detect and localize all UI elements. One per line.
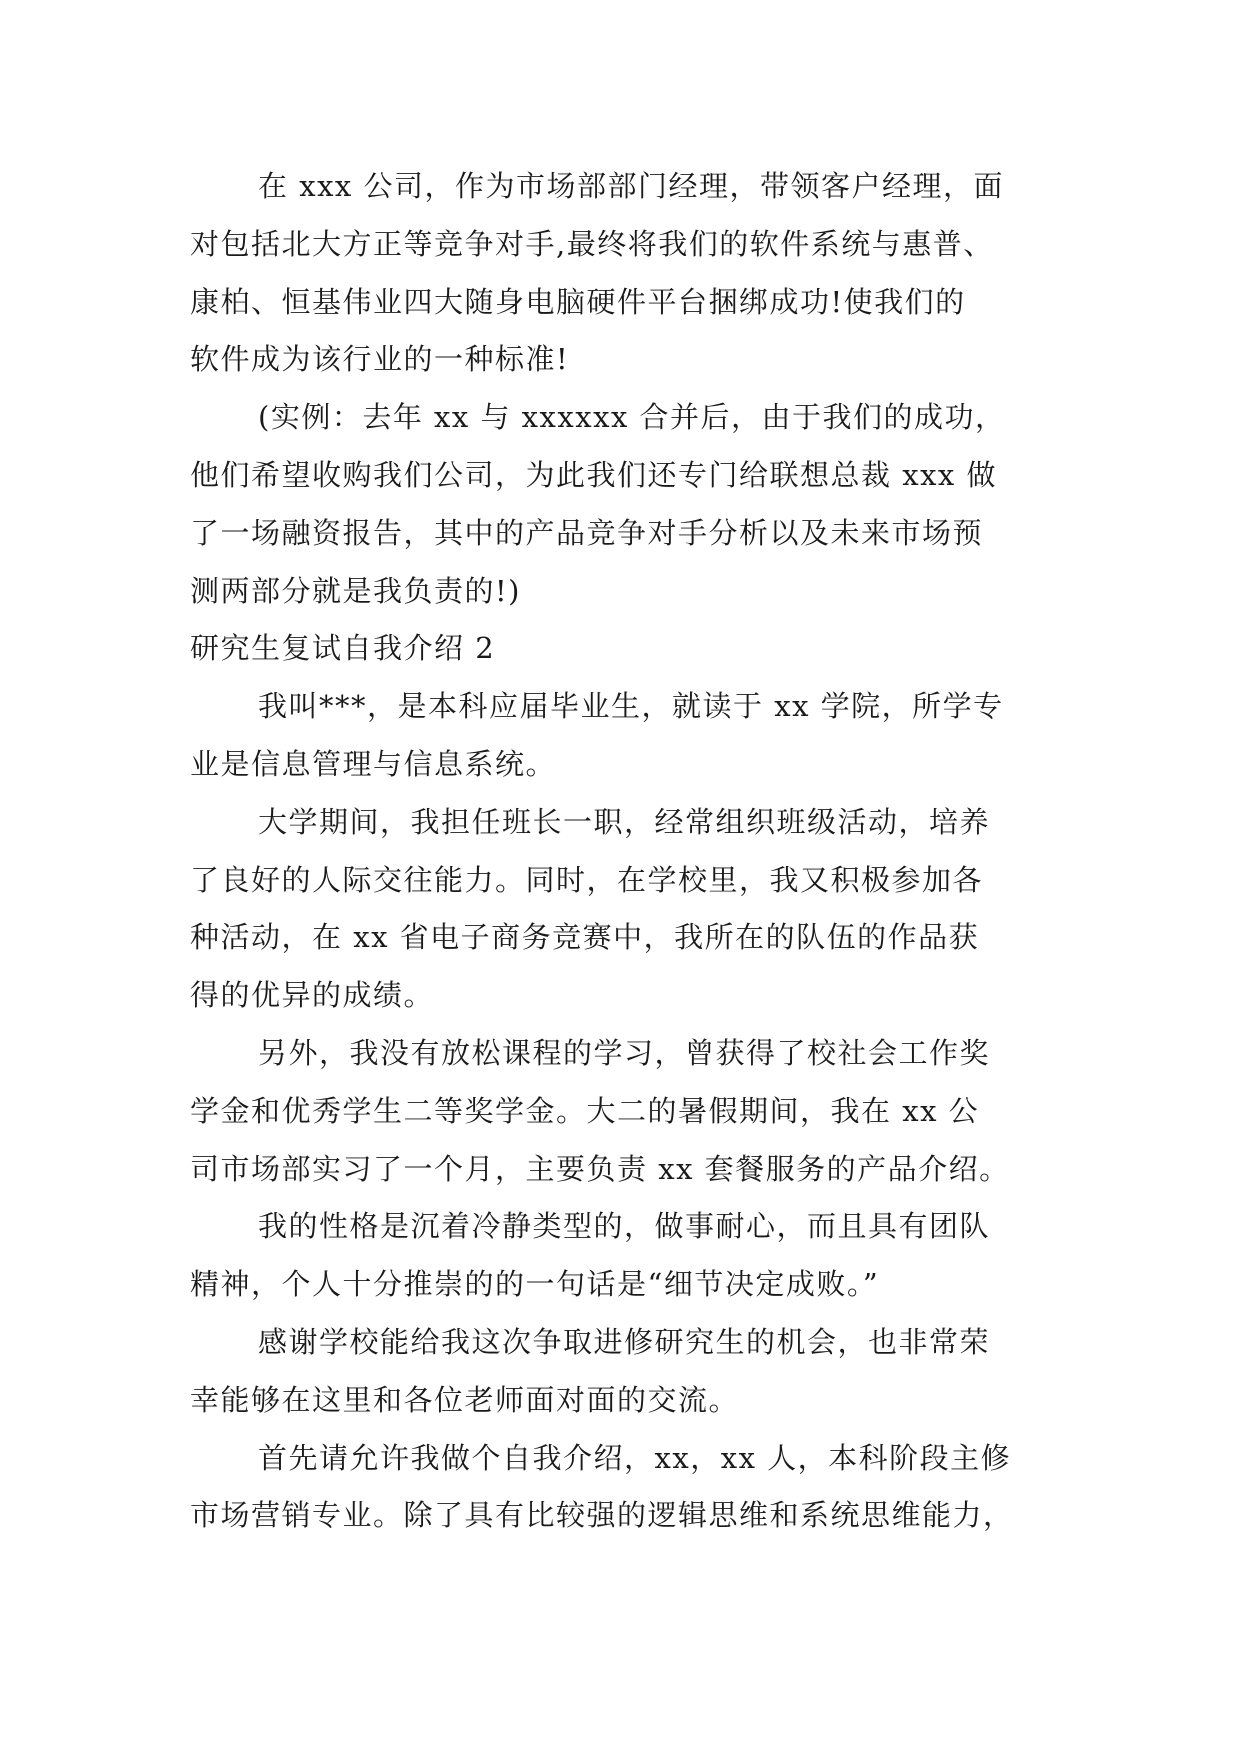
text-line: 康柏、恒基伟业四大随身电脑硬件平台捆绑成功!使我们的 [190,284,966,319]
text-line: 市场营销专业。除了具有比较强的逻辑思维和系统思维能力， [190,1498,1014,1533]
text-line: 在 xxx 公司，作为市场部部门经理，带领客户经理，面 [258,169,1005,203]
text-line: 我叫***，是本科应届毕业生，就读于 xx 学院，所学专 [258,689,1004,724]
text-line: 幸能够在这里和各位老师面对面的交流。 [190,1382,740,1417]
text-line: 了一场融资报告，其中的产品竞争对手分析以及未来市场预 [190,515,984,550]
text-line: (实例：去年 xx 与 xxxxxx 合并后，由于我们的成功， [258,400,1006,435]
text-line: 精神，个人十分推崇的的一句话是“细节决定成败。” [190,1267,880,1302]
text-line: 对包括北大方正等竞争对手,最终将我们的软件系统与惠普、 [190,226,994,261]
text-line: 种活动，在 xx 省电子商务竞赛中，我所在的队伍的作品获 [190,920,980,955]
section-heading: 研究生复试自我介绍 2 [190,631,496,666]
text-line: 司市场部实习了一个月，主要负责 xx 套餐服务的产品介绍。 [190,1151,1010,1186]
text-line: 他们希望收购我们公司，为此我们还专门给联想总裁 xxx 做 [190,457,998,492]
text-line: 大学期间，我担任班长一职，经常组织班级活动，培养 [258,804,991,839]
text-line: 得的优异的成绩。 [190,978,435,1013]
text-line: 业是信息管理与信息系统。 [190,746,557,781]
document-body [190,158,1090,1545]
text-line: 首先请允许我做个自我介绍，xx，xx 人，本科阶段主修 [258,1440,1012,1475]
text-line: 学金和优秀学生二等奖学金。大二的暑假期间，我在 xx 公 [190,1093,980,1128]
text-line: 软件成为该行业的一种标准! [190,342,570,377]
text-line: 我的性格是沉着冷静类型的，做事耐心，而且具有团队 [258,1209,991,1244]
text-line: 另外，我没有放松课程的学习，曾获得了校社会工作奖 [258,1035,991,1070]
text-line: 测两部分就是我负责的!) [190,573,521,608]
text-line: 感谢学校能给我这次争取进修研究生的机会，也非常荣 [258,1324,991,1359]
text-line: 了良好的人际交往能力。同时，在学校里，我又积极参加各 [190,862,984,897]
